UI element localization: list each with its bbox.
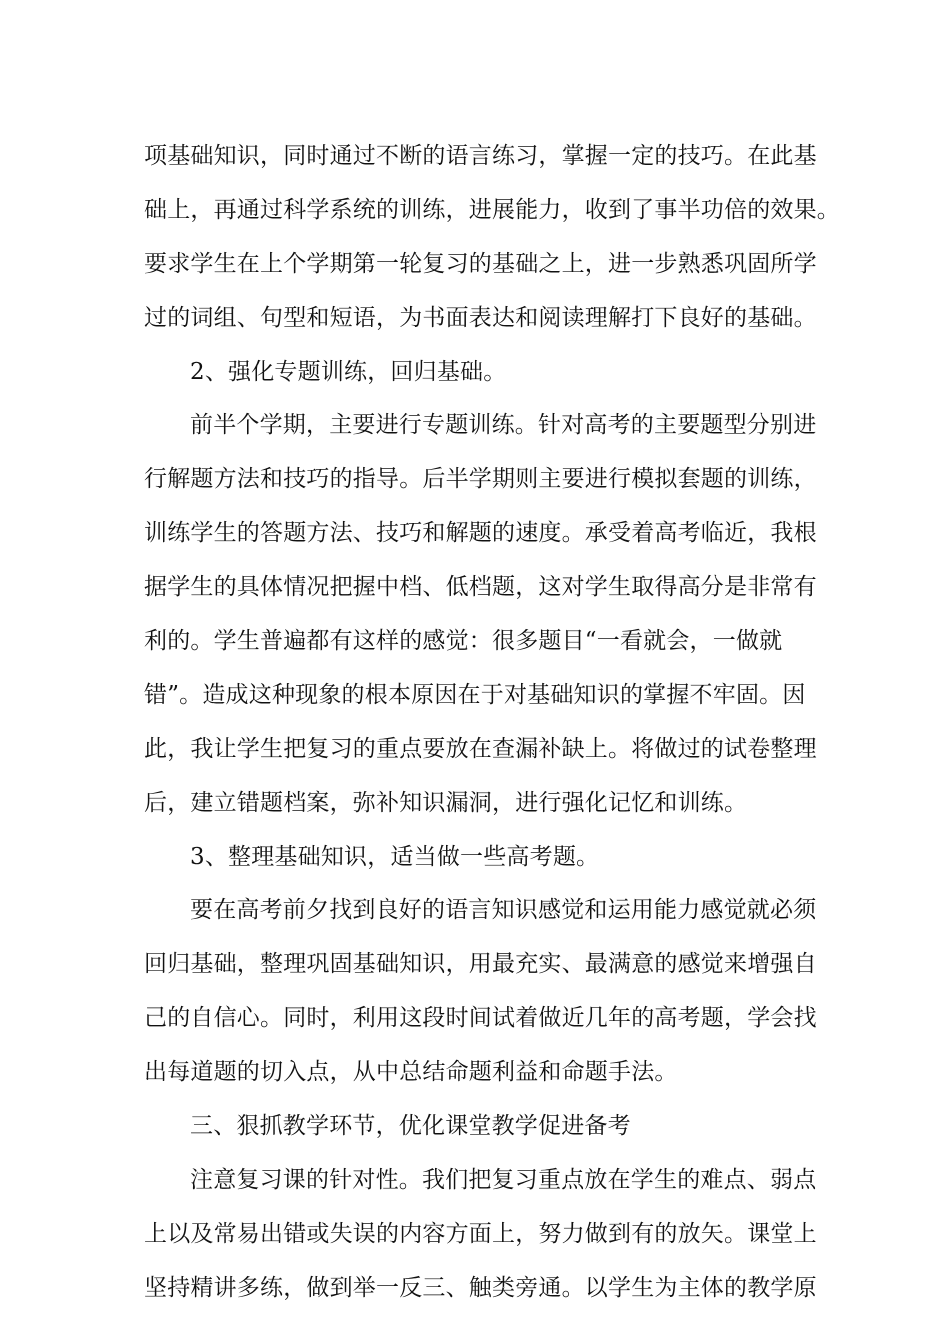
text-line: 础上，再通过科学系统的训练，进展能力，收到了事半功倍的效果。 xyxy=(144,196,840,223)
text-line: 训练学生的答题方法、技巧和解题的速度。承受着高考临近，我根 xyxy=(144,520,817,547)
text-line: 三、狠抓教学环节，优化课堂教学促进备考 xyxy=(190,1113,631,1140)
text-line: 要求学生在上个学期第一轮复习的基础之上，进一步熟悉巩固所学 xyxy=(144,250,817,277)
text-line: 上以及常易出错或失误的内容方面上，努力做到有的放矢。课堂上 xyxy=(144,1220,817,1247)
text-line: 己的自信心。同时，利用这段时间试着做近几年的高考题，学会找 xyxy=(144,1005,817,1032)
text-line: 前半个学期，主要进行专题训练。针对高考的主要题型分别进 xyxy=(190,412,817,439)
text-line: 回归基础，整理巩固基础知识，用最充实、最满意的感觉来增强自 xyxy=(144,951,817,978)
text-line: 3、整理基础知识，适当做一些高考题。 xyxy=(190,843,600,870)
text-line: 利的。学生普遍都有这样的感觉：很多题目“一看就会，一做就 xyxy=(144,628,783,655)
text-line: 要在高考前夕找到良好的语言知识感觉和运用能力感觉就必须 xyxy=(190,897,817,924)
text-line: 2、强化专题训练，回归基础。 xyxy=(190,358,507,385)
text-line: 后，建立错题档案，弥补知识漏洞，进行强化记忆和训练。 xyxy=(144,789,748,816)
text-line: 此，我让学生把复习的重点要放在查漏补缺上。将做过的试卷整理 xyxy=(144,735,817,762)
text-line: 注意复习课的针对性。我们把复习重点放在学生的难点、弱点 xyxy=(190,1166,817,1193)
text-line: 项基础知识，同时通过不断的语言练习，掌握一定的技巧。在此基 xyxy=(144,143,817,169)
text-line: 错”。造成这种现象的根本原因在于对基础知识的掌握不牢固。因 xyxy=(144,681,806,708)
text-line: 据学生的具体情况把握中档、低档题，这对学生取得高分是非常有 xyxy=(144,574,817,601)
text-line: 出每道题的切入点，从中总结命题利益和命题手法。 xyxy=(144,1059,678,1086)
document-body xyxy=(144,130,840,1316)
text-line: 坚持精讲多练，做到举一反三、触类旁通。以学生为主体的教学原 xyxy=(144,1274,817,1301)
text-line: 过的词组、句型和短语，为书面表达和阅读理解打下良好的基础。 xyxy=(144,304,817,331)
text-line: 行解题方法和技巧的指导。后半学期则主要进行模拟套题的训练， xyxy=(144,466,817,493)
